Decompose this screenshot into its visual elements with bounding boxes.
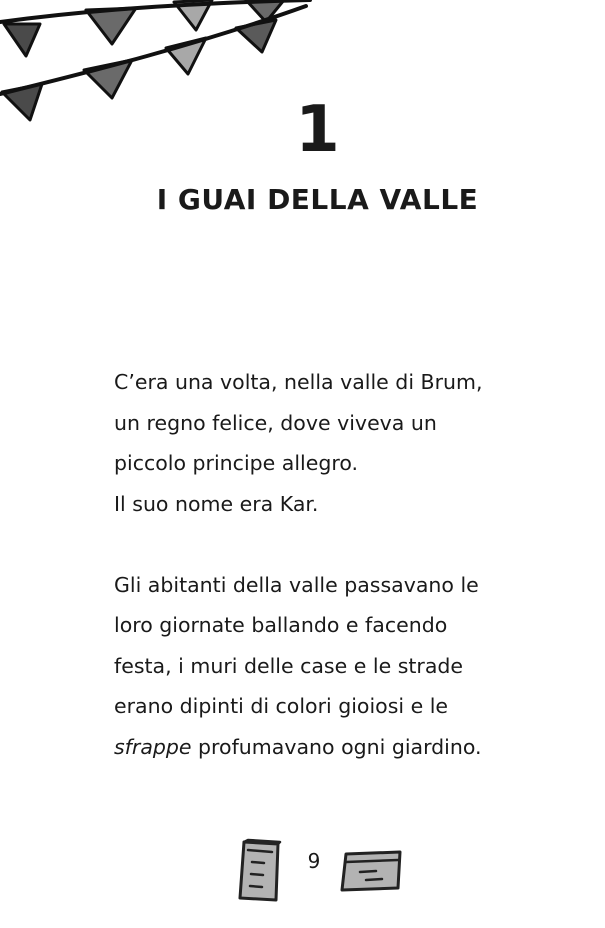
text-line: Gli abitanti della valle passavano le xyxy=(114,572,479,597)
italic-word: sfrappe xyxy=(114,734,192,759)
text-line: festa, i muri delle case e le strade xyxy=(114,653,464,678)
text-line: loro giornate ballando e facendo xyxy=(114,613,448,637)
closed-book-icon xyxy=(340,848,404,894)
paragraph-1 xyxy=(114,362,554,524)
chapter-title: I GUAI DELLA VALLE xyxy=(156,183,479,216)
text-line: C’era una volta, nella valle di Brum, xyxy=(114,370,483,394)
text-line: piccolo principe allegro. xyxy=(114,451,359,475)
text-line: Il suo nome era Kar. xyxy=(114,491,319,516)
text-line: erano dipinti di colori gioiosi e le xyxy=(114,694,449,718)
story-text xyxy=(114,362,554,767)
page-number: 9 xyxy=(307,849,321,873)
page-footer xyxy=(0,836,605,906)
text-line: un regno felice, dove viveva un xyxy=(114,410,437,435)
paragraph-2 xyxy=(114,565,554,768)
paragraph-gap xyxy=(114,524,554,565)
text-line xyxy=(114,727,554,768)
line-rest: profumavano ogni giardino. xyxy=(191,734,482,759)
chapter-number: 1 xyxy=(295,93,340,167)
